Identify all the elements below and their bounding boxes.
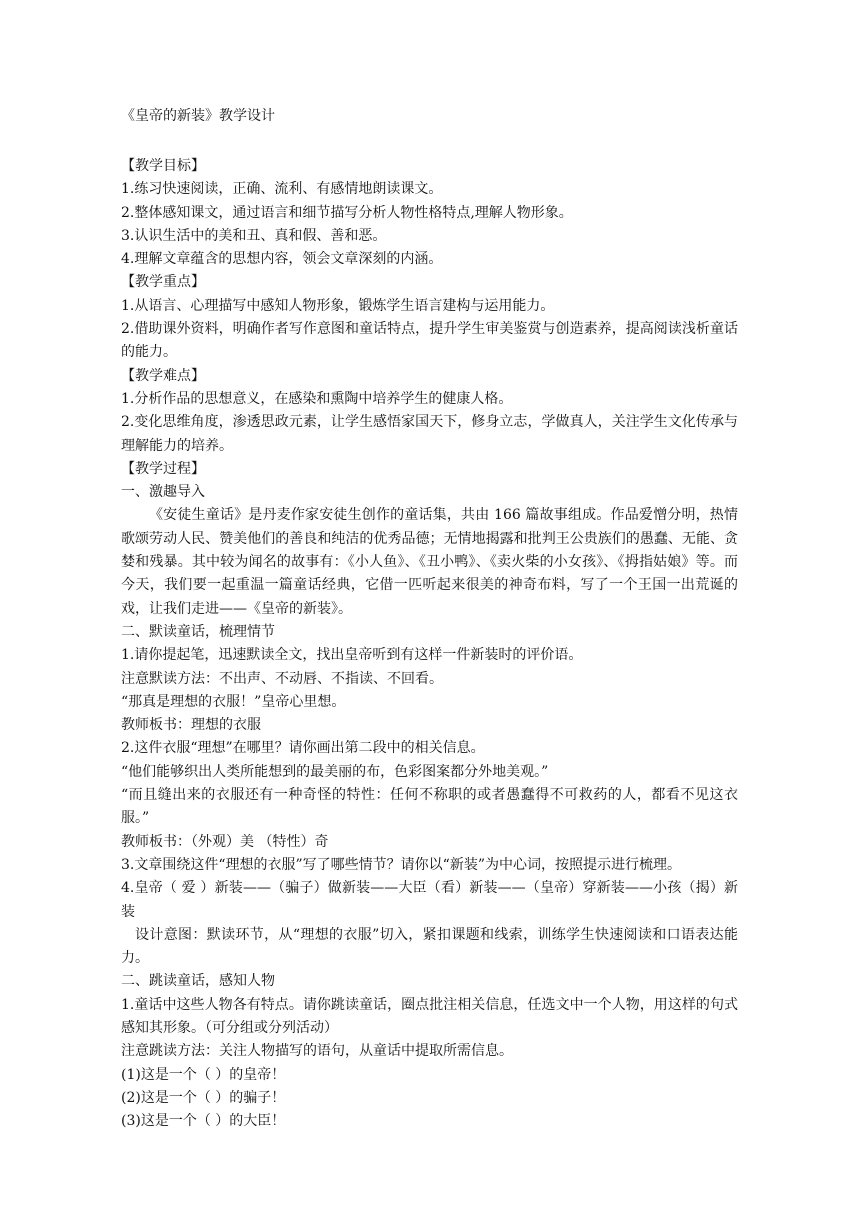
design-intent: 设计意图：默读环节，从“理想的衣服”切入，紧扣课题和线索，训练学生快速阅读和口语表达能力。 bbox=[121, 926, 738, 967]
objective-item: 1.练习快速阅读，正确、流利、有感情地朗读课文。 bbox=[121, 181, 443, 198]
sentence-pattern: (1)这是一个（ ）的皇帝！ bbox=[121, 1066, 286, 1083]
key-point-item: 1.从语言、心理描写中感知人物形象，锻炼学生语言建构与运用能力。 bbox=[121, 297, 555, 314]
process-item: 2.这件衣服“理想”在哪里？请你画出第二段中的相关信息。 bbox=[121, 740, 485, 757]
sentence-pattern: (2)这是一个（ ）的骗子！ bbox=[121, 1089, 286, 1106]
section-heading-process: 【教学过程】 bbox=[121, 460, 205, 477]
difficulty-item: 2.变化思维角度，渗透思政元素，让学生感悟家国天下，修身立志，学做真人，关注学生文化传承与理解能力的培养。 bbox=[121, 414, 738, 454]
section-heading-objectives: 【教学目标】 bbox=[121, 158, 205, 174]
intro-paragraph: 《安徒生童话》是丹麦作家安徒生创作的童话集，共由 166 篇故事组成。作品爱憎分明，热情歌颂劳动人民、赞美他们的善良和纯洁的优秀品德；无情地揭露和批判王公贵族们的愚蠢、无能、贪婪和残暴。其中较为闻名的故事有：《小人鱼》、《丑小鸭》、《卖火柴的小女孩》、《拇指姑娘》等。而今天，我们要一起重温一篇童话经典，它借一匹听起来很美的神奇布料，写了一个王国一出荒诞的戏，让我们走进——《皇帝的新装》。 bbox=[121, 507, 738, 617]
document-title: 《皇帝的新装》教学设计 bbox=[121, 108, 275, 124]
objective-item: 3.认识生活中的美和丑、真和假、善和恶。 bbox=[121, 227, 387, 244]
document-body bbox=[121, 155, 738, 1133]
key-point-item: 2.借助课外资料，明确作者写作意图和童话特点，提升学生审美鉴赏与创造素养，提高阅读浅析童话的能力。 bbox=[121, 321, 738, 361]
step-heading-intro: 一、激趣导入 bbox=[121, 484, 205, 501]
step-heading-silent-reading: 二、默读童话，梳理情节 bbox=[121, 623, 275, 640]
step-heading-skim-reading: 二、跳读童话，感知人物 bbox=[121, 973, 275, 990]
board-note: 教师板书：（外观）美 （特性）奇 bbox=[121, 833, 329, 850]
process-item: 1.请你提起笔，迅速默读全文，找出皇帝听到有这样一件新装时的评价语。 bbox=[121, 647, 583, 664]
process-item: 注意跳读方法：关注人物描写的语句，从童话中提取所需信息。 bbox=[121, 1043, 513, 1060]
quote-line: “那真是理想的衣服！”皇帝心里想。 bbox=[121, 693, 346, 710]
process-item: 注意默读方法：不出声、不动唇、不指读、不回看。 bbox=[121, 670, 443, 687]
process-item: 3.文章围绕这件“理想的衣服”写了哪些情节？请你以“新装”为中心词，按照提示进行梳理。 bbox=[121, 856, 681, 873]
board-note: 教师板书：理想的衣服 bbox=[121, 717, 261, 734]
section-heading-key-points: 【教学重点】 bbox=[121, 274, 205, 291]
quote-line: “他们能够织出人类所能想到的最美丽的布，色彩图案都分外地美观。” bbox=[121, 763, 549, 780]
difficulty-item: 1.分析作品的思想意义，在感染和熏陶中培养学生的健康人格。 bbox=[121, 390, 513, 407]
sentence-pattern: (3)这是一个（ ）的大臣！ bbox=[121, 1113, 286, 1130]
objective-item: 2.整体感知课文，通过语言和细节描写分析人物性格特点,理解人物形象。 bbox=[121, 204, 573, 221]
section-heading-difficulties: 【教学难点】 bbox=[121, 367, 205, 384]
quote-line: “而且缝出来的衣服还有一种奇怪的特性：任何不称职的或者愚蠢得不可救药的人，都看不见这衣服。” bbox=[121, 787, 738, 827]
objective-item: 4.理解文章蕴含的思想内容，领会文章深刻的内涵。 bbox=[121, 251, 443, 268]
process-item: 4.皇帝（ 爱 ）新装——（骗子）做新装——大臣（看）新装——（皇帝）穿新装——小孩（揭）新装 bbox=[121, 880, 738, 920]
process-item: 1.童话中这些人物各有特点。请你跳读童话，圈点批注相关信息，任选文中一个人物，用这样的句式感知其形象。（可分组或分列活动） bbox=[121, 996, 738, 1036]
